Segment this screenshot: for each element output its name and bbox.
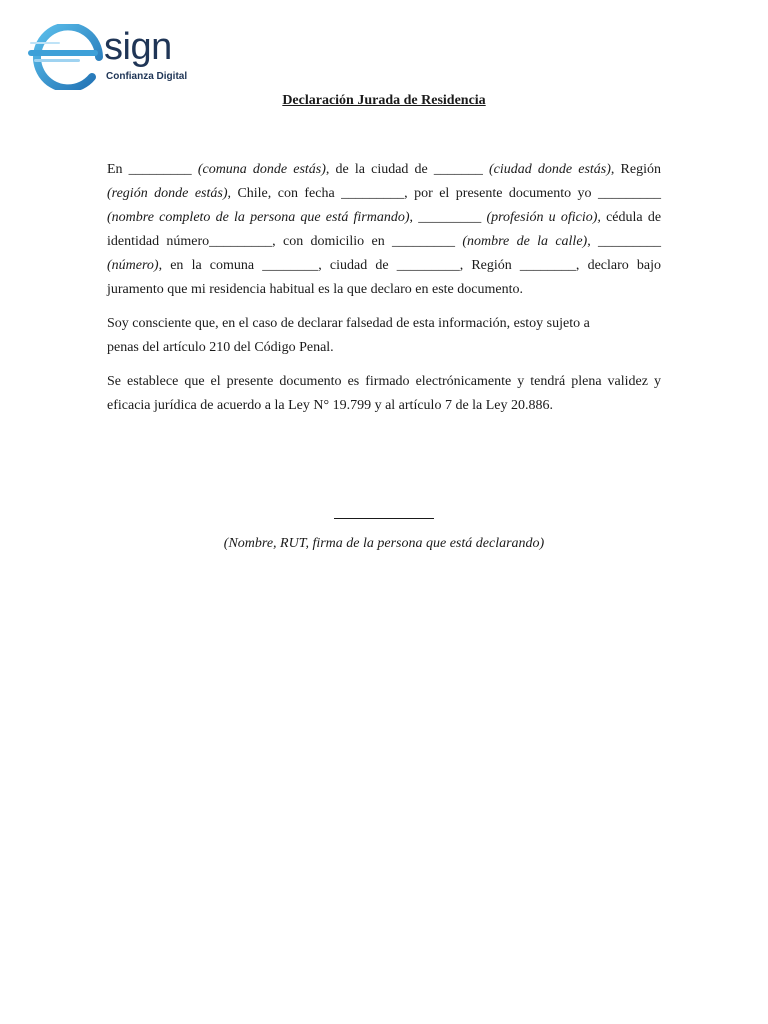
penalty-paragraph <box>107 312 661 360</box>
signature-line <box>334 506 434 519</box>
text-segment: cédula de identidad número_________, con domicilio en _________ <box>107 210 662 249</box>
esign-e-logo-icon <box>28 24 104 90</box>
declaration-paragraph <box>107 158 661 302</box>
document-title: Declaración Jurada de Residencia <box>282 93 486 108</box>
brand-wordmark: sign <box>104 26 172 68</box>
text-segment: En _________ <box>107 162 198 177</box>
signature-caption: (Nombre, RUT, firma de la persona que está declarando) <box>223 536 545 551</box>
placeholder-calle: (nombre de la calle) <box>462 234 588 249</box>
placeholder-region: (región donde estás) <box>107 186 228 201</box>
placeholder-numero: (número) <box>107 258 159 273</box>
placeholder-profesion: (profesión u oficio), <box>486 210 601 225</box>
penalty-line-2: penas del artículo 210 del Código Penal. <box>107 340 334 355</box>
placeholder-ciudad: (ciudad donde estás) <box>489 162 611 177</box>
text-segment: , de la ciudad de _______ <box>325 162 490 177</box>
legal-validity-paragraph: Se establece que el presente documento es firmado electrónicamente y tendrá plena validez y eficacia jurídica de acuerdo a la Ley N° 19.799 y al artículo 7 de la Ley 20.886. <box>107 374 661 413</box>
brand-tagline: Confianza Digital <box>106 71 188 82</box>
text-segment: , Región <box>610 162 661 177</box>
text-segment: , _________ <box>587 234 662 249</box>
placeholder-nombre: (nombre completo de la persona que está firmando) <box>107 210 410 225</box>
document-body <box>107 158 661 428</box>
text-segment: , Chile, con fecha _________, por el presente documento yo _________ <box>227 186 661 201</box>
placeholder-comuna: (comuna donde estás) <box>197 162 326 177</box>
penalty-line-1: Soy consciente que, en el caso de declarar falsedad de esta información, estoy sujeto a <box>107 316 590 331</box>
signature-block <box>0 506 768 552</box>
text-segment: , _________ <box>409 210 487 225</box>
text-segment: , en la comuna ________, ciudad de _________, Región ________, declaro bajo juramento que mi residencia habitual es la que declaro en este documento. <box>107 258 661 297</box>
esign-logo <box>28 24 198 90</box>
